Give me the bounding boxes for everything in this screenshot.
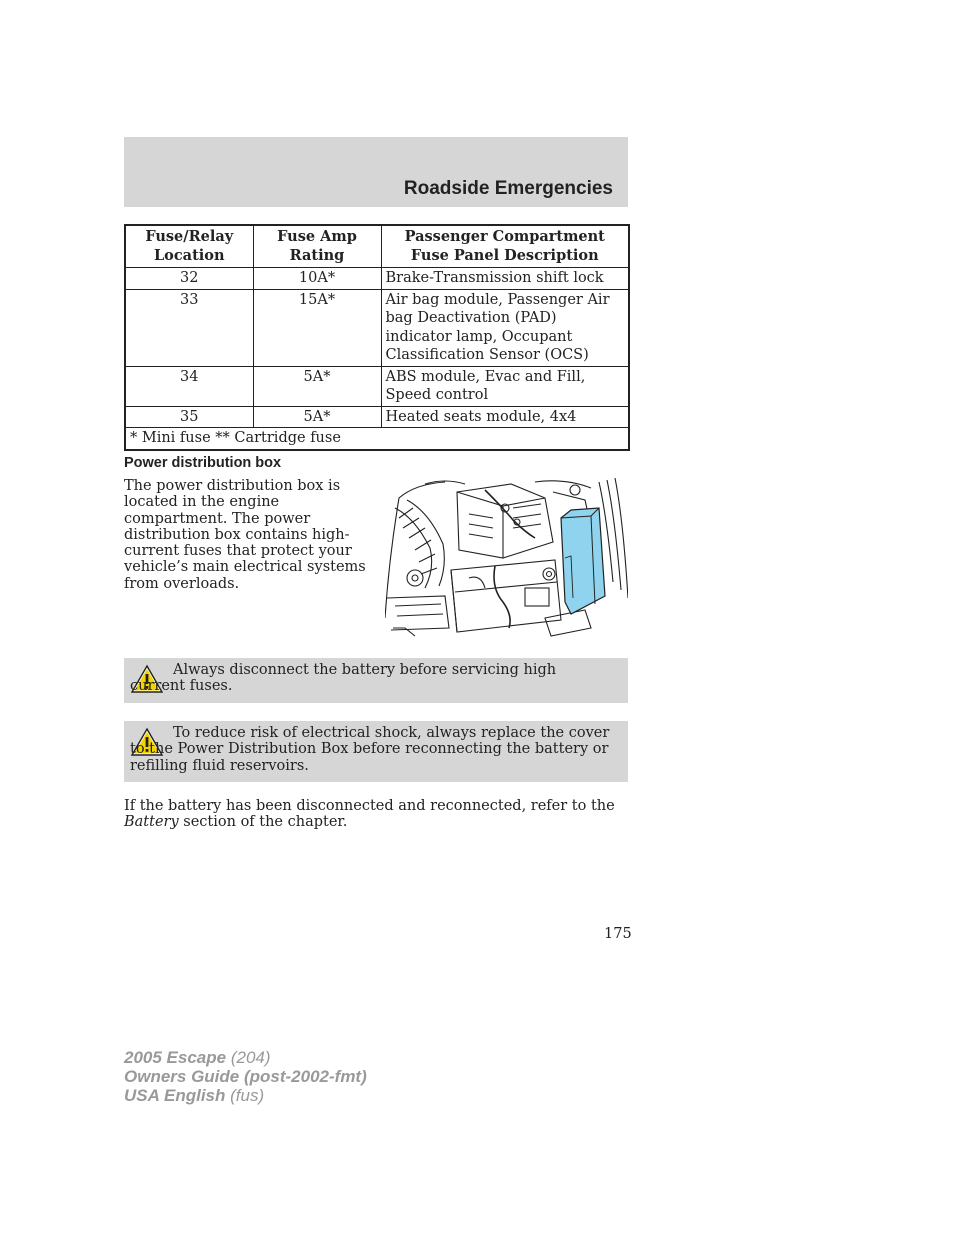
chapter-title: Roadside Emergencies (403, 178, 613, 199)
power-distribution-description: The power distribution box is located in the engine compartment. The power distribution box contains high-current fuses that protect your vehicle’s main electrical systems from overloads. (124, 478, 366, 592)
fuse-table-header-row (125, 225, 629, 268)
fuse-table (124, 224, 630, 451)
table-row (125, 289, 629, 366)
fuse-rating-cell: 10A* (253, 268, 381, 290)
table-row (125, 406, 629, 428)
fuse-location-cell: 32 (125, 268, 253, 290)
power-distribution-box-highlight (561, 508, 605, 614)
footer-line-2: Owners Guide (post-2002-fmt) (124, 1067, 367, 1086)
chapter-header-band (124, 137, 628, 207)
table-row (125, 268, 629, 290)
column-header-location: Fuse/Relay Location (125, 225, 253, 268)
warning-text: Always disconnect the battery before servicing high current fuses. (130, 662, 557, 695)
fuse-description-cell: ABS module, Evac and Fill, Speed control (381, 366, 629, 406)
warning-box-high-current (124, 658, 628, 703)
footer-line-3: USA English (fus) (124, 1086, 265, 1105)
fuse-location-cell: 34 (125, 366, 253, 406)
fuse-rating-cell: 5A* (253, 406, 381, 428)
warning-text: To reduce risk of electrical shock, always replace the cover to the Power Distribution Box before reconnecting the battery or refilling fluid reservoirs. (130, 725, 610, 774)
paragraph-text: If the battery has been disconnected and reconnected, refer to the (124, 798, 615, 814)
fuse-description-cell: Air bag module, Passenger Air bag Deactivation (PAD) indicator lamp, Occupant Classification Sensor (OCS) (381, 289, 629, 366)
page-number: 175 (604, 926, 632, 942)
engine-compartment-illustration (385, 478, 628, 638)
column-header-rating: Fuse Amp Rating (253, 225, 381, 268)
fuse-location-cell: 35 (125, 406, 253, 428)
table-row (125, 366, 629, 406)
battery-reference-paragraph (124, 798, 628, 831)
fuse-description-cell: Heated seats module, 4x4 (381, 406, 629, 428)
table-footnote-row (125, 428, 629, 450)
column-header-description: Passenger Compartment Fuse Panel Description (381, 225, 629, 268)
fuse-rating-cell: 15A* (253, 289, 381, 366)
fuse-location-cell: 33 (125, 289, 253, 366)
document-footer (124, 1048, 367, 1105)
table-footnote: * Mini fuse ** Cartridge fuse (125, 428, 629, 450)
fuse-description-cell: Brake-Transmission shift lock (381, 268, 629, 290)
paragraph-text: section of the chapter. (183, 814, 348, 831)
warning-box-electrical-shock (124, 721, 628, 782)
battery-section-reference: Battery (124, 814, 179, 831)
section-heading: Power distribution box (124, 455, 282, 471)
footer-line-1: 2005 Escape (204) (124, 1048, 271, 1067)
fuse-rating-cell: 5A* (253, 366, 381, 406)
